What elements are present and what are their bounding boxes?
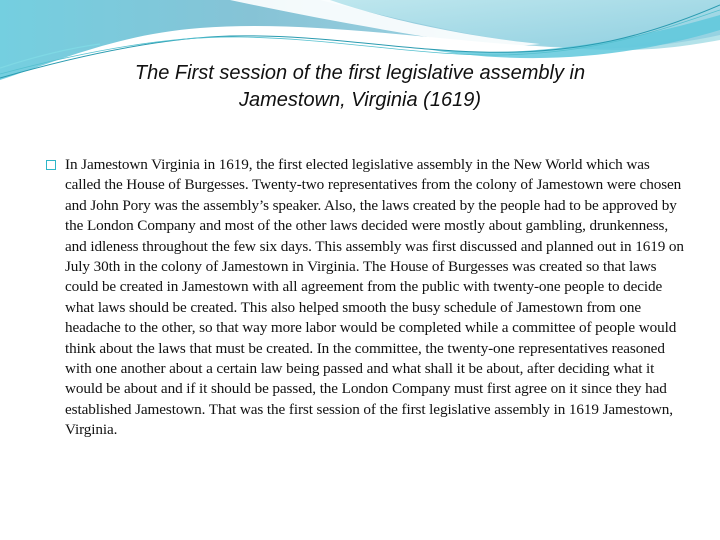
slide-body bbox=[46, 155, 686, 441]
title-line-1: The First session of the first legislative assembly in bbox=[134, 62, 586, 84]
bullet-paragraph bbox=[46, 155, 686, 441]
hollow-square-bullet-icon bbox=[46, 160, 56, 170]
title-line-2: Jamestown, Virginia (1619) bbox=[239, 89, 481, 111]
bullet-text: In Jamestown Virginia in 1619, the first elected legislative assembly in the New World which was called the House of Burgesses. Twenty-two representatives from the colony of Jamestown were chosen and John Pory was the assembly’s speaker. Also, the laws created by the people had to be approved by the London Company and most of the other laws decided were mostly about gambling, drunkenness, and idleness throughout the few six days. This assembly was first discussed and planned out in 1619 on July 30th in the colony of Jamestown in Virginia. The House of Burgesses was created so that laws could be created in Jamestown with all agreement from the public with twenty-one people to decide what laws should be created. This also helped smooth the busy schedule of Jamestown from one headache to the other, so that way more labor would be completed while a committee of people would think about the laws that must be created. In the committee, the twenty-one representatives reasoned with one another about a certain law being passed and what shall it be about, after deciding what it would be about and if it should be passed, the London Company must first agree on it since they had established Jamestown. That was the first session of the first legislative assembly in 1619 Jamestown, Virginia. bbox=[65, 156, 684, 439]
slide-title bbox=[40, 60, 680, 114]
